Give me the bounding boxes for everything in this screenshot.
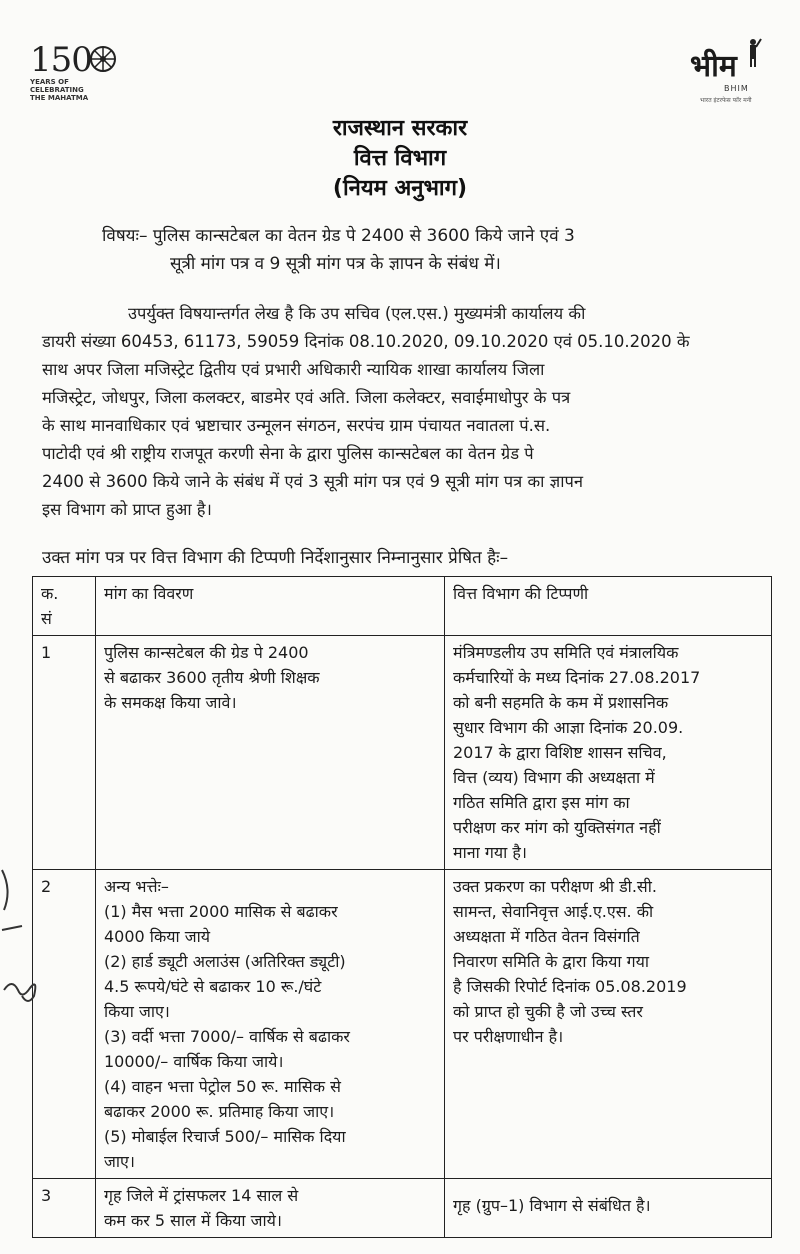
bhim-logo-english: BHIM — [724, 84, 749, 93]
table-header-row — [33, 577, 772, 636]
paragraph-line: के साथ मानवाधिकार एवं भ्रष्टाचार उन्मूलन संगठन, सरपंच ग्राम पंचायत नवातला पं.स. — [42, 416, 551, 435]
paragraph-line: पाटोदी एवं श्री राष्ट्रीय राजपूत करणी सेना के द्वारा पुलिस कान्सटेबल का वेतन ग्रेड पे — [42, 444, 534, 463]
paragraph-line: इस विभाग को प्राप्त हुआ है। — [42, 500, 212, 519]
row-sno: 1 — [33, 636, 96, 870]
row-comment: मंत्रिमण्डलीय उप समिति एवं मंत्रालयिक कर्मचारियों के मध्य दिनांक 27.08.2017 को बनी सहमति के कम में प्रशासनिक सुधार विभाग की आज्ञा दिनांक 20.09. 2017 के द्वारा विशिष्ट शासन सचिव, वित्त (व्यय) विभाग की अध्यक्षता में गठित समिति द्वारा इस मांग का परीक्षण कर मांग को युक्तिसंगत नहीं माना गया है। — [445, 636, 772, 870]
row-demand: पुलिस कान्सटेबल की ग्रेड पे 2400 से बढाकर 3600 तृतीय श्रेणी शिक्षक के समकक्ष किया जावे। — [96, 636, 445, 870]
row-demand: अन्य भत्तेः– (1) मैस भत्ता 2000 मासिक से बढाकर 4000 किया जाये (2) हार्ड ड्यूटी अलाउंस (अतिरिक्त ड्यूटी) 4.5 रूपये/घंटे से बढाकर 10 रू./घंटे किया जाए। (3) वर्दी भत्ता 7000/– वार्षिक से बढाकर 10000/– वार्षिक किया जाये। (4) वाहन भत्ता पेट्रोल 50 रू. मासिक से बढाकर 2000 रू. प्रतिमाह किया जाए। (5) मोबाईल रिचार्ज 500/– मासिक दिया जाए। — [96, 870, 445, 1179]
row-sno: 2 — [33, 870, 96, 1179]
subject-block — [102, 222, 722, 278]
header-department: वित्त विभाग — [353, 146, 447, 171]
table-row — [33, 636, 772, 870]
header-comment: वित्त विभाग की टिप्पणी — [445, 577, 772, 636]
logo-150-caption: YEARS OF CELEBRATING THE MAHATMA — [30, 78, 89, 102]
intro-line: उक्त मांग पत्र पर वित्त विभाग की टिप्पणी निर्देशानुसार निम्नानुसार प्रेषित हैः– — [42, 548, 509, 568]
paragraph-line: उपर्युक्त विषयान्तर्गत लेख है कि उप सचिव (एल.एस.) मुख्यमंत्री कार्यालय की — [128, 304, 586, 323]
paragraph-line: साथ अपर जिला मजिस्ट्रेट द्वितीय एवं प्रभारी अधिकारी न्यायिक शाखा कार्यालय जिला — [42, 360, 545, 379]
header-govt: राजस्थान सरकार — [332, 116, 468, 141]
row-sno: 3 — [33, 1179, 96, 1238]
charkha-wheel-icon — [88, 44, 118, 74]
bhim-logo — [688, 38, 768, 108]
header-demand: मांग का विवरण — [96, 577, 445, 636]
subject-line-1: विषयः– पुलिस कान्सटेबल का वेतन ग्रेड पे 2400 से 3600 किये जाने एवं 3 — [102, 226, 575, 246]
demands-table — [32, 576, 772, 1238]
bhim-logo-subtext: भारत इंटरफेस फॉर मनी — [700, 97, 752, 104]
row-demand: गृह जिले में ट्रांसफलर 14 साल से कम कर 5 साल में किया जाये। — [96, 1179, 445, 1238]
body-paragraph — [42, 300, 770, 524]
paragraph-line: मजिस्ट्रेट, जोधपुर, जिला कलक्टर, बाडमेर एवं अति. जिला कलेक्टर, सवाईमाधोपुर के पत्र — [42, 388, 571, 407]
table-row — [33, 870, 772, 1179]
header-sno: क. सं — [33, 577, 96, 636]
subject-line-2: सूत्री मांग पत्र व 9 सूत्री मांग पत्र के ज्ञापन के संबंध में। — [170, 254, 501, 274]
ambedkar-figure-icon — [744, 38, 762, 68]
row-comment: उक्त प्रकरण का परीक्षण श्री डी.सी. सामन्त, सेवानिवृत्त आई.ए.एस. की अध्यक्षता में गठित वेतन विसंगति निवारण समिति के द्वारा किया गया है जिसकी रिपोर्ट दिनांक 05.08.2019 को प्राप्त हो चुकी है जो उच्च स्तर पर परीक्षणाधीन है। — [445, 870, 772, 1179]
paragraph-line: 2400 से 3600 किये जाने के संबंध में एवं 3 सूत्री मांग पत्र एवं 9 सूत्री मांग पत्र का ज्ञापन — [42, 472, 584, 491]
header-section: (नियम अनुभाग) — [332, 176, 468, 201]
logo-150-number: 150 — [30, 40, 92, 80]
paragraph-line: डायरी संख्या 60453, 61173, 59059 दिनांक 08.10.2020, 09.10.2020 एवं 05.10.2020 के — [42, 332, 690, 351]
bhim-logo-text: भीम — [690, 49, 737, 84]
handwritten-margin-mark — [0, 850, 40, 1030]
table-row — [33, 1179, 772, 1238]
row-comment: गृह (ग्रुप–1) विभाग से संबंधित है। — [445, 1179, 772, 1238]
gandhi-150-logo — [30, 40, 140, 110]
